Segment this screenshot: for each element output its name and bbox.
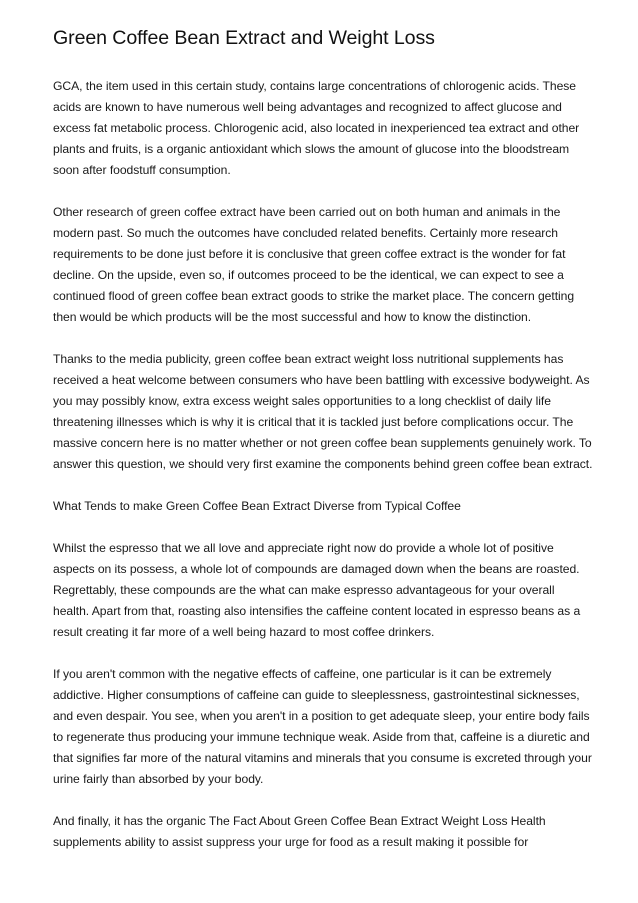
paragraph-other-research: Other research of green coffee extract have been carried out on both human and animals in the modern past. So much the outcomes have concluded related benefits. Certainly more research requirements to be done just before it is conclusive that green coffee extract is the wonder for fat decline. On the upside, even so, if outcomes proceed to be the identical, we can expect to see a continued flood of green coffee bean extract goods to strike the market place. The concern getting then would be which products will be the most successful and how to know the distinction. xyxy=(53,205,575,324)
paragraph-appetite-suppression: And finally, it has the organic The Fact About Green Coffee Bean Extract Weight Loss Health supplements ability to assist suppress your urge for food as a result making it possible for xyxy=(53,814,546,849)
section-heading-green-vs-typical-coffee: What Tends to make Green Coffee Bean Extract Diverse from Typical Coffee xyxy=(53,499,461,513)
paragraph-roasting: Whilst the espresso that we all love and appreciate right now do provide a whole lot of positive aspects on its possess, a whole lot of compounds are damaged down when the beans are roasted. Regrettably, these compounds are the what can make espresso advantageous for your overall health. Apart from that, roasting also intensifies the caffeine content located in espresso beans as a result creating it far more of a well being hazard to most coffee drinkers. xyxy=(53,541,581,639)
document-title: Green Coffee Bean Extract and Weight Loss xyxy=(53,27,435,49)
paragraph-media-publicity: Thanks to the media publicity, green coffee bean extract weight loss nutritional supplements has received a heat welcome between consumers who have been battling with excessive bodyweight. As you may possibly know, extra excess weight sales opportunities to a long checklist of daily life threatening illnesses which is why it is critical that it is tackled just before complications occur. The massive concern here is no matter whether or not green coffee bean supplements genuinely work. To answer this question, we should very first examine the components behind green coffee bean extract. xyxy=(53,352,593,471)
paragraph-chlorogenic-acids: GCA, the item used in this certain study, contains large concentrations of chlorogenic acids. These acids are known to have numerous well being advantages and recognized to affect glucose and excess fat metabolic process. Chlorogenic acid, also located in inexperienced tea extract and other plants and fruits, is a organic antioxidant which slows the amount of glucose into the bloodstream soon after foodstuff consumption. xyxy=(53,79,580,177)
document-page xyxy=(53,24,593,853)
paragraph-caffeine-effects: If you aren't common with the negative effects of caffeine, one particular is it can be extremely addictive. Higher consumptions of caffeine can guide to sleeplessness, gastrointestinal sicknesses, and even despair. You see, when you aren't in a position to get adequate sleep, your entire body fails to regenerate thus producing your immune technique weak. Aside from that, caffeine is a diuretic and that signifies far more of the natural vitamins and minerals that you consume is excreted through your urine fairly than absorbed by your body. xyxy=(53,667,592,786)
